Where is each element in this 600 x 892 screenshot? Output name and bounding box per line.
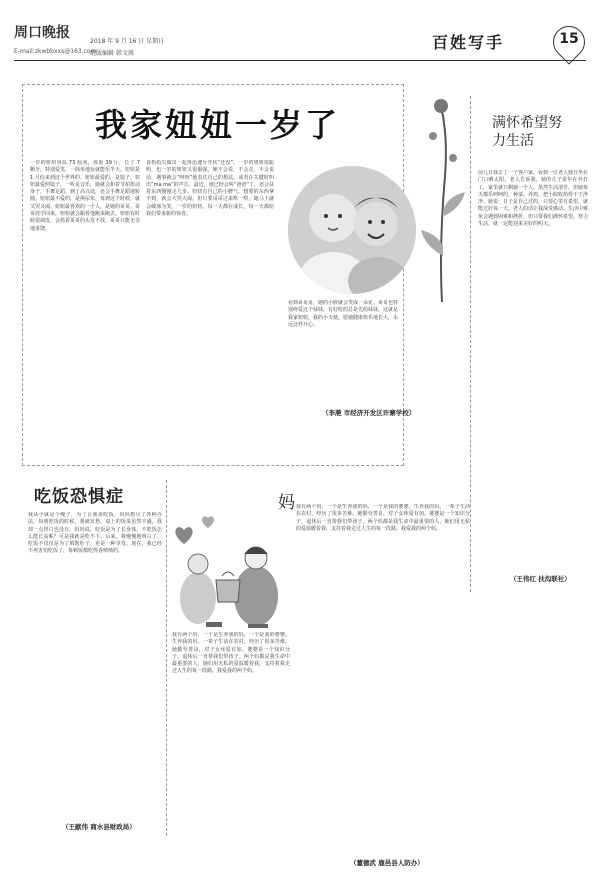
children-photo-image bbox=[288, 166, 416, 294]
article3-col2: 我有两个妈，一个是生养我的妈，一个是我的婆婆。生养我的妈，一辈子生活在农村，经历了很多苦难。她勤劳善良，对子女疼爱有加。婆婆是一个知识分子，退休后一直帮我们带孩子。两个妈都是我生命中最重要的人，她们用无私的爱温暖着我，支持着我走过人生的每一段路。我爱我的两个妈。 bbox=[296, 504, 470, 532]
masthead: 周口晚报 bbox=[14, 25, 70, 41]
article4-title: 满怀希望努力生活 bbox=[492, 115, 562, 149]
article2-byline: （王献伟 商水县财政局） bbox=[62, 823, 136, 831]
article2-body: 我从小就是个瘦子，为了让我多吃饭，妈妈想尽了各种办法。每到吃饭的时候，我就发愁，桌上的饭菜虽然丰盛，我却一点胃口也没有。妈妈说，吃饭是为了长身体，不吃饭怎么能长高呢？可是我就是吃不下。后来，我慢慢地明白了，吃饭不仅仅是为了填饱肚子，更是一种享受。现在，我已经不再害怕吃饭了，每顿饭都吃得香喷喷的。 bbox=[28, 512, 162, 555]
header-rule bbox=[14, 60, 586, 61]
article1-col1: 一岁的妞妞身高 73 厘米，体重 39 斤，长了 7 颗牙，特别爱笑，一简单地玩就能乐半天。妞妞是 1 月份来到这个世界的。妞妞最爱的，是镜子。妞妞最爱照镜子，一听见音乐，她就会和着节拍扭动身子，手舞足蹈。到了高兴处，还会手舞足蹈地转圈。妞妞最不爱的，是换尿布，每到这个时候，就又哭又闹。妞妞最喜欢的一个人，是她的哥哥。哥哥放学回来，妞妞就会跟着他跑来跑去。妞妞有时候很调皮，会抓着哥哥的头发不放，哥哥只能无奈地求饶。 bbox=[30, 160, 140, 232]
mother-daughter-illustration bbox=[170, 510, 290, 628]
section-title: 百姓写手 bbox=[432, 33, 505, 52]
issue-date: 2018 年 9 月 16 日 星期日 bbox=[90, 38, 165, 45]
article3-col1: 我有两个妈，一个是生养我的妈，一个是我的婆婆。生养我的妈，一辈子生活在农村，经历了很多苦难。她勤劳善良，对子女疼爱有加。婆婆是一个知识分子，退休后一直帮我们带孩子。两个妈都是我生命中最重要的人，她们用无私的爱温暖着我，支持着我走过人生的每一段路。我爱我的两个妈。 bbox=[172, 632, 290, 675]
article3-title: 妈 bbox=[278, 493, 295, 513]
article4-body: 前几日我去了一个客户家，看到一位老人独自坐在门口晒太阳。老人告诉我，她的儿子常年在外打工，家里就只剩她一个人。虽然生活清苦，但她每天都乐呵呵的，种菜、养鸡，把小院收拾得干干净净。她说：日子是自己过的，只要心里有希望，就能过好每一天。老人的话让我深受感动。生活中难免会遇到困难和挫折，但只要我们满怀希望，努力生活，就一定能迎来美好的明天。 bbox=[478, 170, 588, 228]
children-photo bbox=[288, 166, 416, 294]
column-divider bbox=[470, 96, 471, 592]
article1-col3: 看到哥哥哥，她的小脸就会笑成一朵花。哥哥也特别疼爱这个妹妹，有好吃的总是先给妹妹。这就是我家妞妞，我的小天使。愿她健康快乐地长大，永远这样开心。 bbox=[288, 300, 398, 328]
editor-credit: 组版编辑 韩文瑛 bbox=[90, 50, 134, 57]
article4-byline: （王伟红 扶沟联社） bbox=[510, 575, 571, 583]
column-divider bbox=[166, 480, 167, 836]
page-number: 15 bbox=[559, 31, 579, 47]
article1-byline: （李滟 市经济开发区许寨学校） bbox=[322, 409, 416, 417]
flower-decoration-icon bbox=[415, 96, 469, 302]
contact-email: E-mail:zkwbbxxs@163.com bbox=[14, 48, 97, 55]
article1-title: 我家妞妞一岁了 bbox=[95, 106, 341, 144]
article1-col2: 食指指尖做出一起再迅速分开状“还没”。一岁的妞妞很聪明，也一岁的妞妞又很倔强。她不会说，不会走，不会说话，遇事就会“呀呀”地表达自己的想法。或者在关键时叫出“ma ma”的声音。最近，她已经会叫“爸爸”了，还会扶着东西慢慢走几步。妞妞有自己的小脾气，想要的东西拿不到，就会大哭大闹。但只要哥哥过来哄一哄，她马上就会破涕为笑。一岁的妞妞，每一天都在成长，每一天都给我们带来新的惊喜。 bbox=[146, 160, 274, 218]
article3-byline: （董德武 鹿邑县人防办） bbox=[350, 859, 424, 867]
article2-title: 吃饭恐惧症 bbox=[34, 487, 124, 507]
